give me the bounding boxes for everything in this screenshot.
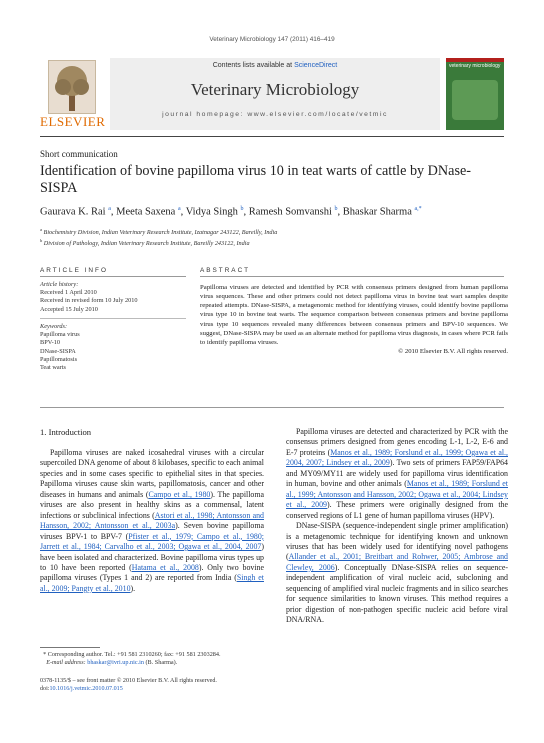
body-text: Papilloma viruses are naked icosahedral viruses with a circular supercoiled DNA genome of about 8 kilobases, specific to each animal species and in some cases specific to epithelial sites in that species. Papilloma viruses cause skin warts, papillomatosis, cancer and other diseases in humans and animals ( (40, 448, 264, 499)
publisher-name: ELSEVIER (40, 114, 106, 129)
affil-text: Division of Pathology, Indian Veterinary Research Institute, Bareilly 243122, India (43, 240, 250, 248)
journal-homepage (110, 111, 440, 118)
doi-link[interactable]: 10.1016/j.vetmic.2010.07.015 (49, 686, 123, 692)
author[interactable]: Bhaskar Sharma (342, 206, 412, 218)
cover-illustration (452, 80, 498, 120)
author-list: Gaurava K. Rai $^a$, Meeta Saxena $^a$, Vidya Singh $^b$, Ramesh Somvanshi $^b$, Bhaskar Sharma $^{a,*}$ (40, 206, 422, 218)
journal-citation: Veterinary Microbiology 147 (2011) 416–419 (209, 36, 335, 43)
footnote-corr (40, 651, 272, 659)
body-paragraph (286, 521, 508, 626)
body-text: ). These primers were originally designed from the conserved regions of L1 gene of human papilloma viruses (HPV). (286, 500, 509, 520)
author-affil-marker[interactable]: b (240, 206, 244, 212)
copyright: © 2010 Elsevier B.V. All rights reserved. (398, 348, 508, 356)
issn-doi (40, 677, 280, 693)
footnote-corr-text: Corresponding author. Tel.: +91 581 2310260; fax: +91 581 2303284. (47, 651, 221, 658)
author[interactable]: Ramesh Somvanshi (248, 206, 332, 218)
citation-link[interactable]: Astori et al., 1998; Antonsson and Hansson, 2002; Antonsson et al., 2003a (40, 510, 264, 531)
front-matter-divider (40, 407, 504, 408)
contents-line (110, 62, 440, 69)
body-text: ). Conceptually DNase-SISPA relies on sequence-independent amplification of viral nucleic acid, subcloning and sequencing of amplified viral nucleic fragments and in silico searches for sequence similarities to known viruses. This method requires a prior digestion of non-pathogen specific nucleic acid before viral DNA/RNA. (286, 562, 508, 625)
body-column-right (286, 427, 508, 626)
footnote-divider (40, 647, 100, 648)
abstract-body (200, 283, 508, 356)
abstract-text: Papilloma viruses are detected and identified by PCR with consensus primers designed from human papilloma virus sequences. These and other primers could not detect papilloma virus in bovine teat wart samples despite repeated attempts. DNase-SISPA, a metagenomic method for identifying viruses, could identify bovine papilloma virus type 10 in bovine teat warts. The sequence comparison between consensus primers and bovine papilloma virus type 10 sequences revealed many differences between consensus primers and BPV-10 sequences. We suggest, DNase-SISPA may be used as an alternate method for papilloma virus diagnosis, in cases where PCR fails to identify papilloma viruses. (200, 284, 508, 346)
header-divider (40, 136, 504, 137)
footnote-marker: * (43, 651, 47, 658)
cover-stripe (446, 58, 504, 62)
doi-line (40, 685, 280, 693)
journal-cover-image (446, 58, 504, 130)
publisher-logo (40, 58, 104, 130)
sciencedirect-link[interactable]: ScienceDirect (294, 62, 338, 69)
body-text: ) have been isolated and characterized. Bovine papilloma virus types up to 10 have been reported ( (40, 542, 264, 572)
affil-text: Biochemistry Division, Indian Veterinary Research Institute, Izatnagar 243122, Bareilly, India (43, 229, 278, 237)
affiliation (40, 237, 277, 248)
affiliations (40, 226, 277, 249)
citation-link[interactable]: Campo et al., 1980 (148, 489, 211, 499)
keyword: BPV-10 (40, 339, 61, 347)
history-label: Article history: (40, 281, 79, 288)
journal-masthead (110, 58, 440, 130)
body-text: Papilloma viruses are detected and characterized by PCR with the consensus primers designed from genes encoding L-1, L-2, E-6 and E-7 proteins ( (286, 427, 508, 457)
body-text: ). The papilloma viruses are also present in healthy skins as a commensal, latent infections or subclinical infections ( (40, 489, 264, 520)
homepage-link[interactable]: www.elsevier.com/locate/vetmic (247, 111, 388, 118)
citation-link[interactable]: Hatama et al., 2008 (131, 562, 199, 572)
author-affil-marker[interactable]: a (108, 206, 111, 212)
abstract-divider (200, 276, 504, 277)
citation-link[interactable]: Allander et al., 2001; Breitbart and Rohwer, 2005; Ambrose and Clewley, 2006 (286, 552, 508, 572)
author[interactable]: Meeta Saxena (116, 206, 176, 218)
article-info-divider (40, 276, 186, 277)
body-column-left (40, 448, 264, 594)
journal-title: Veterinary Microbiology (190, 80, 360, 99)
affil-marker: a (40, 227, 42, 232)
elsevier-tree-icon (48, 60, 96, 114)
article-type: Short communication (40, 149, 118, 159)
keywords (40, 323, 80, 372)
article-info-separator (40, 318, 186, 319)
author-affil-marker[interactable]: b (334, 206, 338, 212)
body-text: ). (130, 583, 136, 593)
section-heading-introduction: 1. Introduction (40, 427, 92, 437)
citation-link[interactable]: Manos et al., 1989; Forslund et al., 1999; Ogawa et al., 2004, 2007; Lindsey et al., 2009 (286, 447, 508, 468)
author[interactable]: Vidya Singh (185, 206, 238, 218)
author-affil-marker[interactable]: a (177, 206, 181, 212)
body-paragraph (286, 427, 508, 521)
history-item: Received 1 April 2010 (40, 289, 97, 297)
homepage-prefix: journal homepage: (162, 111, 248, 118)
citation-link[interactable]: Singh et al., 2009; Pangty et al., 2010 (40, 573, 264, 593)
article-info-heading: ARTICLE INFO (40, 267, 108, 274)
article-history (40, 281, 138, 314)
corresponding-footnote (40, 651, 272, 667)
keyword: Papilloma virus (40, 331, 80, 339)
body-paragraph (40, 448, 264, 594)
abstract-heading: ABSTRACT (200, 267, 251, 274)
body-text: DNase-SISPA (sequence-independent single primer amplification) is a metagenomic technique for identifying known and unknown viruses that has been widely used for identifying novel pathogens ( (286, 521, 508, 562)
email-link[interactable]: bhaskar@ivri.up.nic.in (87, 659, 144, 666)
affil-marker: b (40, 238, 43, 244)
keyword: Papillomatosis (40, 355, 78, 363)
affiliation (40, 226, 277, 237)
body-text: ). Only two bovine papilloma viruses (Types 1 and 2) are reported from India ( (40, 562, 264, 583)
keyword: Teat warts (40, 364, 66, 372)
email-suffix: (B. Sharma). (143, 659, 178, 666)
issn-line: 0378-1135/$ – see front matter © 2010 Elsevier B.V. All rights reserved. (40, 678, 217, 684)
journal-header (40, 58, 504, 130)
citation-link[interactable]: Pfister et al., 1979; Campo et al., 1980; Jarrett et al., 1984; Carvalho et al., 2003; Ogawa et al., 2004, 2007 (40, 531, 264, 552)
author[interactable]: Gaurava K. Rai (40, 206, 106, 218)
cover-title: veterinary microbiology (449, 63, 501, 69)
doi-prefix: doi: (40, 686, 50, 692)
keyword: DNase-SISPA (40, 347, 76, 355)
contents-prefix: Contents lists available at (212, 62, 295, 69)
email-label: E-mail address: (46, 659, 88, 666)
citation-link[interactable]: Manos et al., 1989; Forslund et al., 1999; Antonsson and Hansson, 2002; Ogawa et al., 2004; Lindsey et al., 2009 (286, 479, 508, 510)
keywords-label: Keywords: (40, 323, 68, 330)
history-item: Accepted 15 July 2010 (40, 305, 98, 313)
author-affil-marker[interactable]: a,* (414, 206, 422, 212)
history-item: Received in revised form 10 July 2010 (40, 297, 138, 305)
body-text: ). Two sets of primers FAP59/FAP64 and MY09/MY11 are widely used for papilloma virus identification in human, bovine and other animals ( (286, 458, 508, 489)
footnote-email (40, 659, 272, 667)
body-text: ). Seven bovine papilloma viruses BPV-1 to BPV-7 ( (40, 521, 264, 541)
article-title: Identification of bovine papilloma virus 10 in teat warts of cattle by DNase-SISPA (40, 163, 472, 196)
